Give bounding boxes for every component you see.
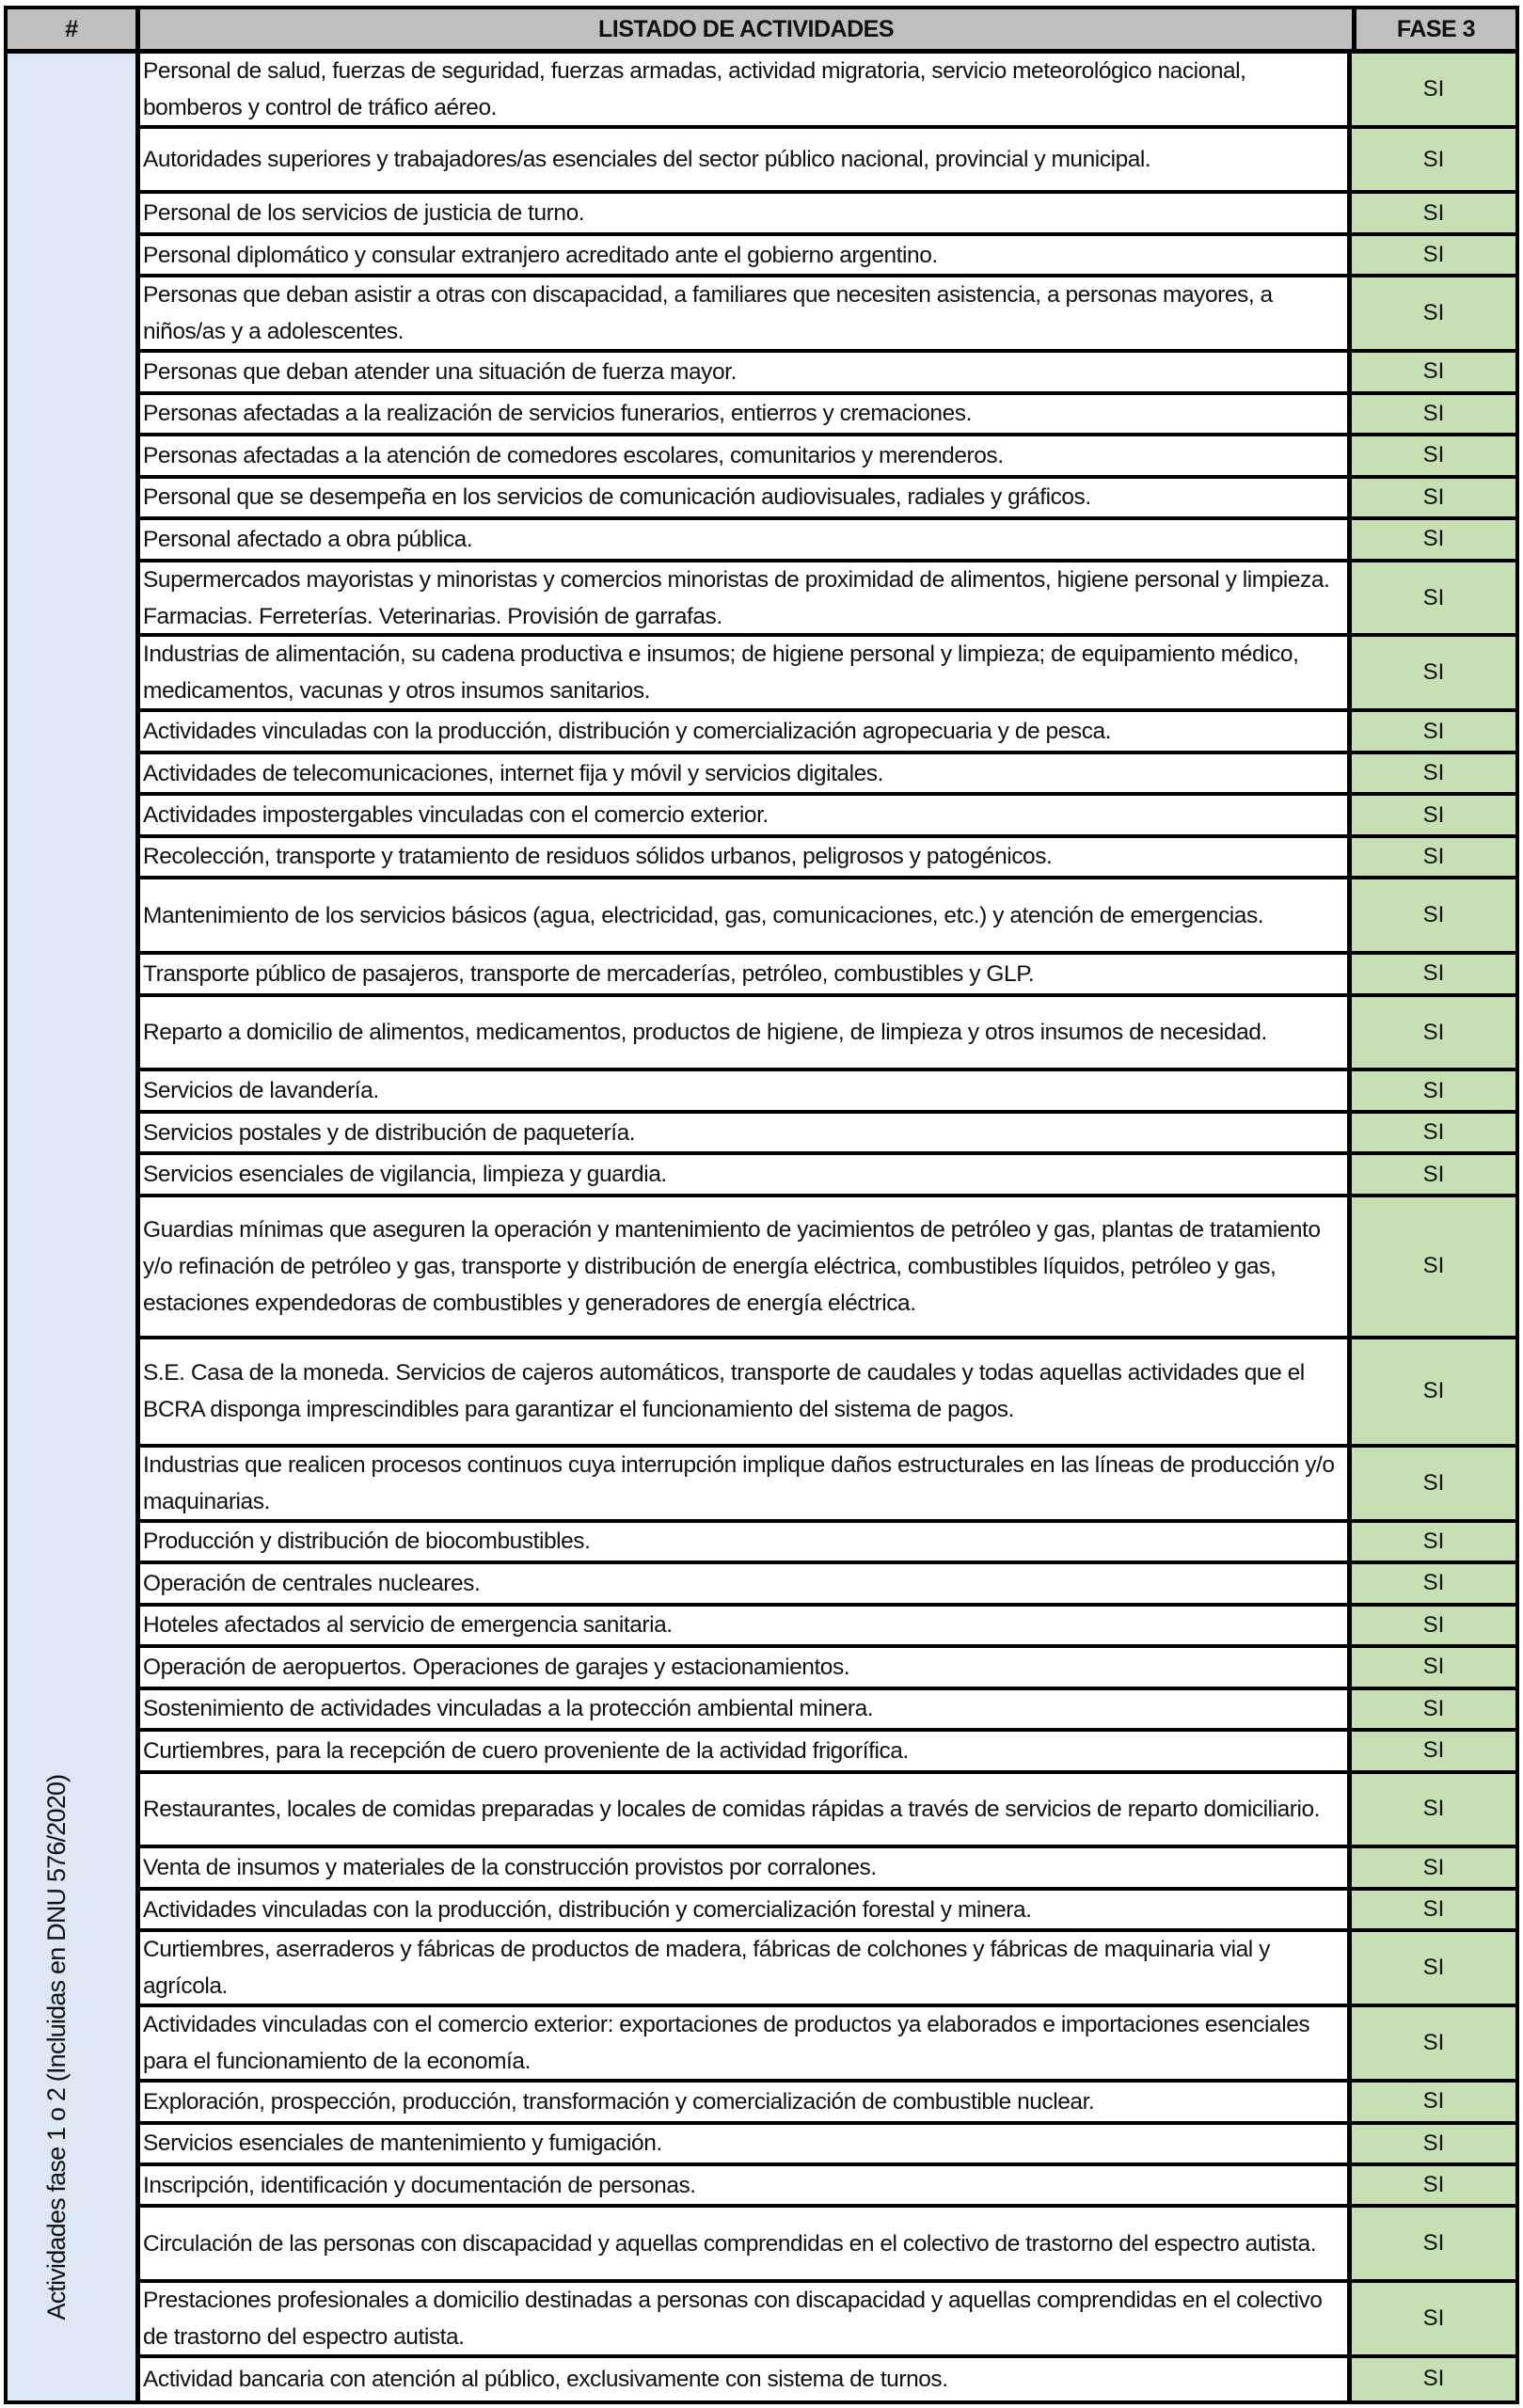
activity-text: Autoridades superiores y trabajadores/as esenciales del sector público nacional, provincial y municipal. [143,147,1151,173]
table-row [140,1648,1515,1689]
activity-text: Actividades vinculadas con el comercio exterior: exportaciones de productos ya elaborados e importaciones esenciales para el funcionamiento de la economía. [143,2012,1310,2075]
table-row [140,1607,1515,1648]
activity-text: Servicios esenciales de vigilancia, limpieza y guardia. [143,1162,667,1188]
phase-status-cell: SI [1352,637,1515,708]
activity-text: Actividades vinculadas con la producción, distribución y comercialización forestal y minera. [143,1896,1032,1923]
table-row [140,2283,1515,2358]
table-row [140,54,1515,129]
group-cell [8,54,140,2400]
activity-text: Actividades vinculadas con la producción, distribución y comercialización agropecuaria y de pesca. [143,719,1112,745]
phase-status-cell: SI [1352,1564,1515,1602]
table-row [140,1155,1515,1196]
table-row [140,1690,1515,1732]
phase-status-cell: SI [1352,1071,1515,1109]
phase-status-cell: SI [1352,712,1515,750]
activity-text: Servicios de lavandería. [143,1078,379,1104]
activity-text: Recolección, transporte y tratamiento de residuos sólidos urbanos, peligrosos y patogénicos. [143,844,1053,870]
phase-status-cell: SI [1352,353,1515,390]
phase-status-cell: SI [1352,1448,1515,1519]
activity-text: Mantenimiento de los servicios básicos (agua, electricidad, gas, comunicaciones, etc.) y atención de emergencias. [143,902,1264,928]
activity-text: Hoteles afectados al servicio de emergencia sanitaria. [143,1612,673,1639]
header-index: # [8,9,140,54]
activity-text: Restaurantes, locales de comidas preparadas y locales de comidas rápidas a través de servicios de reparto domiciliario. [143,1796,1321,1822]
phase-status-cell: SI [1352,1690,1515,1728]
activity-cell [140,1523,1352,1560]
activity-cell [140,436,1352,474]
activity-text: Reparto a domicilio de alimentos, medicamentos, productos de higiene, de limpieza y otros insumos de necesidad. [143,1020,1267,1045]
phase-status-cell: SI [1352,2166,1515,2204]
table-row [140,2125,1515,2166]
activity-text: S.E. Casa de la moneda. Servicios de cajeros automáticos, transporte de caudales y todas aquellas actividades que el BCRA disponga imprescindibles para garantizar el funcionamiento del sistema de pagos. [143,1360,1305,1423]
activity-cell [140,1648,1352,1686]
phase-status-cell: SI [1352,754,1515,792]
activity-cell [140,1197,1352,1336]
activity-cell [140,2358,1352,2400]
activity-cell [140,1607,1352,1644]
activity-text: Industrias que realicen procesos continuos cuya interrupción implique daños estructurales en las líneas de producción y/o maquinarias. [143,1451,1335,1514]
activity-cell [140,395,1352,433]
phase-status-cell: SI [1352,520,1515,558]
activity-cell [140,1155,1352,1193]
activity-cell [140,796,1352,833]
phase-status-cell: SI [1352,955,1515,992]
activity-cell [140,2208,1352,2279]
activity-text: Actividad bancaria con atención al público, exclusivamente con sistema de turnos. [143,2366,948,2392]
table-row [140,712,1515,753]
table-row [140,1197,1515,1339]
phase-status-cell: SI [1352,236,1515,274]
activity-text: Actividades impostergables vinculadas con el comercio exterior. [143,802,769,829]
table-row [140,754,1515,796]
activity-text: Personal de salud, fuerzas de seguridad, fuerzas armadas, actividad migratoria, servicio meteorológico nacional, bomberos y control de tráfico aéreo. [143,58,1246,121]
activities-table [4,6,1519,2404]
phase-status-cell: SI [1352,2083,1515,2120]
table-row [140,1071,1515,1113]
table-row [140,479,1515,520]
activity-text: Personal afectado a obra pública. [143,526,473,552]
table-row [140,1114,1515,1155]
activity-text: Sostenimiento de actividades vinculadas a la protección ambiental minera. [143,1696,874,1722]
phase-status-cell: SI [1352,2208,1515,2279]
phase-status-cell: SI [1352,1339,1515,1444]
activity-text: Venta de insumos y materiales de la construcción provistos por corralones. [143,1855,877,1881]
table-row [140,1732,1515,1773]
phase-status-cell: SI [1352,796,1515,833]
table-row [140,520,1515,562]
activity-text: Actividades de telecomunicaciones, internet fija y móvil y servicios digitales. [143,760,883,786]
activity-text: Producción y distribución de biocombustibles. [143,1529,591,1555]
activity-text: Operación de centrales nucleares. [143,1570,481,1596]
table-row [140,194,1515,235]
activity-text: Servicios esenciales de mantenimiento y fumigación. [143,2131,662,2157]
phase-status-cell: SI [1352,2125,1515,2162]
table-row [140,997,1515,1072]
phase-status-cell: SI [1352,562,1515,634]
phase-status-cell: SI [1352,194,1515,231]
phase-status-cell: SI [1352,1648,1515,1686]
table-row [140,1774,1515,1849]
phase-status-cell: SI [1352,838,1515,876]
activity-cell [140,955,1352,992]
rows-container [140,54,1515,2400]
phase-status-cell: SI [1352,479,1515,516]
phase-status-cell: SI [1352,1114,1515,1151]
phase-status-cell: SI [1352,1607,1515,1644]
phase-status-cell: SI [1352,2358,1515,2400]
table-row [140,277,1515,353]
activity-cell [140,54,1352,125]
phase-status-cell: SI [1352,2283,1515,2354]
activity-text: Curtiembres, aserraderos y fábricas de productos de madera, fábricas de colchones y fábricas de maquinaria vial y agrícola. [143,1937,1270,2000]
table-row [140,562,1515,638]
activity-cell [140,712,1352,750]
activity-text: Personal diplomático y consular extranjero acreditado ante el gobierno argentino. [143,242,938,268]
phase-status-cell: SI [1352,129,1515,190]
table-row [140,955,1515,996]
phase-status-cell: SI [1352,277,1515,349]
activity-text: Servicios postales y de distribución de paquetería. [143,1119,636,1146]
activity-text: Personas afectadas a la atención de comedores escolares, comunitarios y merenderos. [143,442,1004,468]
phase-status-cell: SI [1352,395,1515,433]
table-row [140,129,1515,194]
phase-status-cell: SI [1352,1848,1515,1886]
activity-cell [140,520,1352,558]
phase-status-cell: SI [1352,436,1515,474]
activity-text: Personas afectadas a la realización de servicios funerarios, entierros y cremaciones. [143,401,972,427]
table-row [140,1932,1515,2007]
activity-cell [140,2283,1352,2354]
table-row [140,637,1515,712]
activity-cell [140,879,1352,951]
table-row [140,236,1515,277]
activity-text: Curtiembres, para la recepción de cuero proveniente de la actividad frigorífica. [143,1737,909,1764]
phase-status-cell: SI [1352,879,1515,951]
table-row [140,1564,1515,1606]
activity-text: Exploración, prospección, producción, transformación y comercialización de combustible nuclear. [143,2088,1095,2115]
activity-text: Personas que deban asistir a otras con discapacidad, a familiares que necesiten asistencia, a personas mayores, a niños/as y a adolescentes. [143,282,1273,345]
phase-status-cell: SI [1352,1932,1515,2004]
header-activities: LISTADO DE ACTIVIDADES [140,9,1356,54]
activity-text: Circulación de las personas con discapacidad y aquellas comprendidas en el colectivo de trastorno del espectro autista. [143,2230,1317,2257]
activity-text: Personal que se desempeña en los servicios de comunicación audiovisuales, radiales y gráficos. [143,484,1091,511]
phase-status-cell: SI [1352,54,1515,125]
activity-cell [140,997,1352,1069]
table-row [140,1891,1515,1932]
activity-cell [140,1848,1352,1886]
phase-status-cell: SI [1352,1523,1515,1560]
activity-cell [140,562,1352,634]
table-row [140,2083,1515,2124]
activity-text: Guardias mínimas que aseguren la operación y mantenimiento de yacimientos de petróleo y gas, plantas de tratamiento y/o refinación de petróleo y gas, transporte y distribución de energía eléctrica, combustibles líquidos, petróleo y gas, estaciones expendedoras de combustibles y generadores de energía eléctrica. [143,1216,1321,1316]
activity-text: Transporte público de pasajeros, transporte de mercaderías, petróleo, combustibles y GLP. [143,960,1035,987]
phase-status-cell: SI [1352,997,1515,1069]
activity-cell [140,1114,1352,1151]
table-row [140,879,1515,955]
table-row [140,1339,1515,1448]
activity-cell [140,838,1352,876]
phase-status-cell: SI [1352,1891,1515,1928]
activity-cell [140,754,1352,792]
group-label: Actividades fase 1 o 2 (Incluidas en DNU 576/2020) [42,1774,71,2321]
activity-cell [140,1071,1352,1109]
phase-status-cell: SI [1352,1197,1515,1336]
activity-cell [140,1448,1352,1519]
activity-cell [140,2083,1352,2120]
table-row [140,353,1515,394]
activity-cell [140,479,1352,516]
phase-status-cell: SI [1352,1774,1515,1846]
activity-cell [140,1564,1352,1602]
activity-cell [140,2125,1352,2162]
activity-text: Operación de aeropuertos. Operaciones de garajes y estacionamientos. [143,1654,850,1680]
table-row [140,1848,1515,1890]
activity-cell [140,1732,1352,1769]
activity-cell [140,353,1352,390]
activity-cell [140,2166,1352,2204]
phase-status-cell: SI [1352,2007,1515,2079]
activity-cell [140,277,1352,349]
activity-cell [140,1774,1352,1846]
activity-text: Personas que deban atender una situación de fuerza mayor. [143,358,737,385]
activity-text: Supermercados mayoristas y minoristas y comercios minoristas de proximidad de alimentos, higiene personal y limpieza. Farmacias. Ferreterías. Veterinarias. Provisión de garrafas. [143,566,1330,629]
activity-cell [140,1690,1352,1728]
activity-text: Personal de los servicios de justicia de turno. [143,200,585,227]
activity-cell [140,1891,1352,1928]
table-row [140,796,1515,837]
activity-cell [140,637,1352,708]
phase-status-cell: SI [1352,1155,1515,1193]
activity-cell [140,2007,1352,2079]
table-row [140,395,1515,436]
activity-text: Industrias de alimentación, su cadena productiva e insumos; de higiene personal y limpieza; de equipamiento médico, medicamentos, vacunas y otros insumos sanitarios. [143,642,1299,705]
table-row [140,436,1515,478]
activity-text: Prestaciones profesionales a domicilio destinadas a personas con discapacidad y aquellas comprendidas en el colectivo de trastorno del espectro autista. [143,2288,1323,2351]
table-row [140,838,1515,879]
table-row [140,2166,1515,2208]
activity-cell [140,1932,1352,2004]
table-row [140,2358,1515,2400]
table-row [140,2007,1515,2083]
header-phase: FASE 3 [1356,9,1515,54]
activity-cell [140,236,1352,274]
activity-cell [140,194,1352,231]
table-row [140,1448,1515,1523]
table-row [140,2208,1515,2283]
activity-cell [140,129,1352,190]
activity-text: Inscripción, identificación y documentación de personas. [143,2172,696,2198]
activity-cell [140,1339,1352,1444]
phase-status-cell: SI [1352,1732,1515,1769]
table-row [140,1523,1515,1564]
